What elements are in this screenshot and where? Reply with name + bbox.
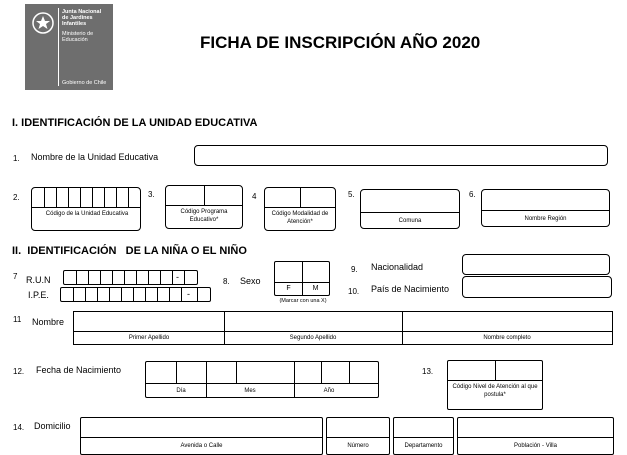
field-12-number: 12. (13, 367, 25, 376)
codigo-programa-box[interactable] (165, 185, 243, 229)
field-14-number: 14. (13, 423, 25, 432)
calle-input[interactable] (80, 417, 323, 455)
chile-coat-of-arms-icon (30, 10, 56, 36)
org-name-2: de Jardines (62, 15, 93, 21)
domicilio-label: Domicilio (34, 421, 71, 431)
rut-input[interactable] (63, 270, 198, 285)
fecha-nacimiento-box[interactable] (145, 361, 379, 398)
nombre-region-caption: Nombre Región (524, 216, 567, 222)
page-title: FICHA DE INSCRIPCIÓN AÑO 2020 (200, 33, 481, 52)
field-13-number: 13. (422, 367, 434, 376)
segundo-apellido-caption: Segundo Apellido (289, 335, 337, 341)
ministry-1: Ministerio de (62, 31, 94, 37)
poblacion-input[interactable] (457, 417, 614, 455)
field-10-number: 10. (348, 287, 360, 296)
field-8-number: 8. (223, 277, 230, 286)
field-11-number: 11 (13, 315, 22, 324)
ipe-dash: - (187, 289, 190, 299)
org-name-1: Junta Nacional (62, 9, 102, 15)
field-5-number: 5. (348, 190, 355, 199)
ipe-input[interactable] (60, 287, 211, 302)
comuna-input[interactable] (360, 189, 460, 229)
primer-apellido-caption: Primer Apellido (128, 335, 170, 341)
rut-label: R.U.N (26, 275, 51, 285)
field-1-number: 1. (13, 154, 20, 163)
nacionalidad-label: Nacionalidad (371, 262, 424, 272)
field-6-number: 6. (469, 190, 476, 199)
government-label: Gobierno de Chile (62, 80, 107, 86)
field-3-number: 3. (148, 190, 155, 199)
jardines-logo (25, 4, 113, 90)
field-4-number: 4 (252, 192, 257, 201)
comuna-caption: Comuna (398, 218, 422, 224)
departamento-input[interactable] (393, 417, 454, 455)
pais-nacimiento-label: País de Nacimiento (371, 284, 450, 294)
codigo-modalidad-caption: Código Modalidad de Atención* (271, 211, 329, 225)
section-1-heading: I. IDENTIFICACIÓN DE LA UNIDAD EDUCATIVA (12, 117, 258, 129)
nombre-label: Nombre (32, 317, 65, 327)
codigo-programa-caption: Código Programa Educativo* (180, 209, 228, 223)
ano-caption: Año (323, 388, 335, 394)
field-2-number: 2. (13, 193, 20, 202)
sexo-hint: (Marcar con una X) (279, 298, 327, 304)
nombre-region-input[interactable] (481, 189, 610, 227)
ministry-2: Educación (62, 37, 88, 43)
codigo-nivel-box[interactable] (447, 360, 543, 410)
ipe-label: I.P.E. (28, 290, 49, 300)
mes-caption: Mes (244, 388, 256, 394)
codigo-modalidad-box[interactable] (264, 187, 336, 231)
dia-caption: Día (176, 388, 186, 394)
sexo-label: Sexo (240, 276, 261, 286)
nombre-completo-caption: Nombre completo (483, 335, 531, 341)
pais-nacimiento-input[interactable] (462, 276, 612, 298)
poblacion-caption: Población - Villa (514, 443, 557, 449)
field-9-number: 9. (351, 265, 358, 274)
section-2-heading: II. IDENTIFICACIÓN DE LA NIÑA O EL NIÑO (12, 245, 247, 257)
nombre-box[interactable] (73, 311, 613, 345)
org-name-3: Infantiles (62, 21, 87, 27)
sexo-f-label: F (286, 285, 291, 292)
calle-caption: Avenida o Calle (180, 443, 223, 449)
codigo-unidad-box[interactable] (31, 187, 141, 231)
sexo-m-label: M (312, 285, 319, 292)
sexo-box[interactable] (274, 261, 330, 296)
unidad-educativa-input[interactable] (194, 145, 608, 166)
field-1-label: Nombre de la Unidad Educativa (31, 152, 159, 162)
field-7-number: 7 (13, 272, 18, 281)
numero-caption: Número (347, 443, 369, 449)
codigo-unidad-caption: Código de la Unidad Educativa (45, 211, 129, 217)
rut-dash: - (176, 272, 179, 282)
departamento-caption: Departamento (404, 443, 443, 449)
nacionalidad-input[interactable] (462, 254, 610, 275)
fecha-nacimiento-label: Fecha de Nacimiento (36, 365, 122, 375)
codigo-nivel-caption: Código Nivel de Atención al que postula* (452, 384, 538, 398)
numero-input[interactable] (326, 417, 390, 455)
